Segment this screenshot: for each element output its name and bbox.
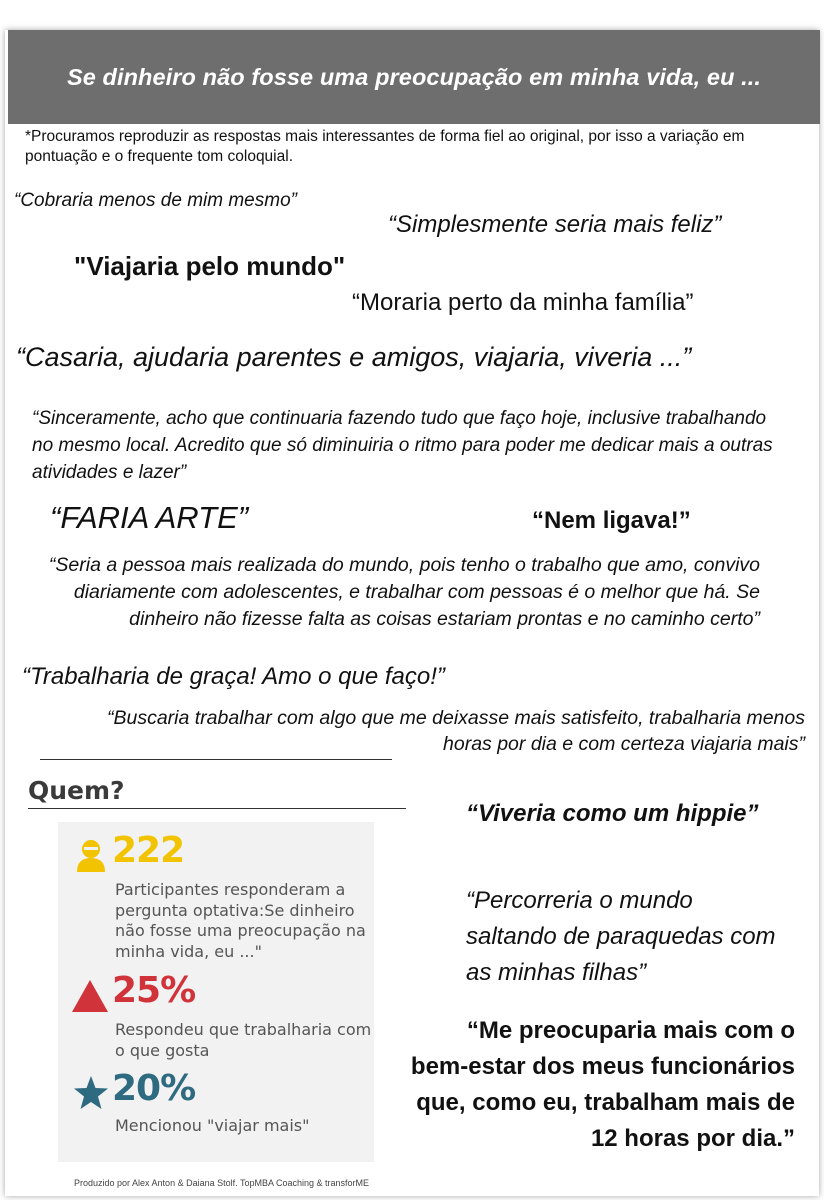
quote-moraria: “Moraria perto da minha família” — [352, 289, 694, 316]
stat-work-value: 25% — [112, 970, 196, 1011]
credit-line: Produzido por Alex Anton & Daiana Stolf. TopMBA Coaching & transforME — [74, 1178, 370, 1188]
divider-top — [40, 759, 392, 760]
quote-cobraria: “Cobraria menos de mim mesmo” — [14, 190, 297, 211]
quote-paraquedas: “Percorreria o mundo saltando de paraquedas com as minhas filhas” — [466, 887, 776, 986]
quem-heading: Quem? — [28, 776, 125, 805]
header-banner — [8, 30, 820, 124]
person-icon — [74, 838, 108, 874]
quote-nem-ligava: “Nem ligava!” — [532, 507, 691, 534]
methodology-note: *Procuramos reproduzir as respostas mais interessantes de forma fiel ao original, por isso a variação em pontuação e o frequente tom coloquial. — [25, 128, 745, 165]
page-title: Se dinheiro não fosse uma preocupação em minha vida, eu ... — [66, 63, 762, 90]
stat-travel-value: 20% — [112, 1068, 196, 1109]
quote-faria-arte: “FARIA ARTE” — [50, 500, 249, 535]
quote-seria-pessoa: “Seria a pessoa mais realizada do mundo, pois tenho o trabalho que amo, convivo diariamente com adolescentes, e trabalhar com pessoas é o melhor que há. Se dinheiro não fizesse falta as coisas estariam prontas e no caminho certo” — [48, 554, 760, 630]
stat-travel-text: Mencionou "viajar mais" — [115, 1116, 310, 1135]
quote-funcionarios: “Me preocuparia mais com o bem-estar dos meus funcionários que, como eu, trabalham mais de 12 horas por dia.” — [410, 1017, 795, 1152]
triangle-icon — [72, 980, 108, 1012]
quote-trabalharia-graca: “Trabalharia de graça! Amo o que faço!” — [22, 663, 445, 690]
stat-work-text: Respondeu que trabalharia com o que gosta — [115, 1020, 372, 1060]
quote-sinceramente: “Sinceramente, acho que continuaria fazendo tudo que faço hoje, inclusive trabalhando no mesmo local. Acredito que só diminuiria o ritmo para poder me dedicar mais a outras atividades e lazer” — [32, 408, 773, 483]
stat-participants-text: Participantes responderam a pergunta optativa:Se dinheiro não fosse uma preocupação na minha vida, eu ..." — [115, 880, 366, 961]
quote-feliz: “Simplesmente seria mais feliz” — [388, 211, 722, 238]
quote-viajaria: "Viajaria pelo mundo" — [74, 251, 346, 281]
quote-casaria: “Casaria, ajudaria parentes e amigos, viajaria, viveria ...” — [16, 342, 692, 372]
divider-quem — [28, 808, 406, 809]
quote-hippie: “Viveria como um hippie” — [466, 800, 759, 827]
star-icon — [73, 1076, 109, 1110]
quote-buscaria: “Buscaria trabalhar com algo que me deixasse mais satisfeito, trabalharia menos horas por dia e com certeza viajaria mais” — [106, 707, 805, 755]
stat-participants-value: 222 — [112, 830, 185, 871]
